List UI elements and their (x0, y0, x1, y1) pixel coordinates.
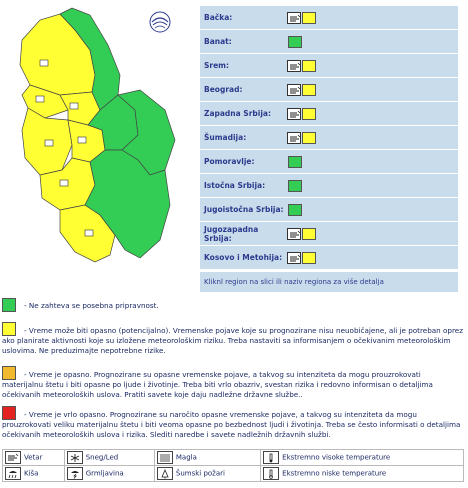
region-row[interactable] (200, 54, 458, 77)
phenomenon-label: Grmljavina (85, 469, 124, 478)
region-row[interactable] (200, 246, 458, 269)
region-name[interactable]: Pomoravlje: (200, 150, 285, 173)
low-temperature-icon (263, 467, 279, 480)
warning-level-yellow (302, 132, 316, 144)
fog-icon (157, 451, 173, 464)
region-name[interactable]: Srem: (200, 54, 285, 77)
forest-fire-icon (157, 467, 173, 480)
wind-icon (5, 451, 21, 464)
phenomena-row (3, 466, 464, 482)
region-row[interactable] (200, 78, 458, 101)
region-warning-cell (285, 126, 458, 149)
warning-level-yellow (302, 108, 316, 120)
legend-orange-text: - Vreme je opasno. Prognozirane su opasne vremenske pojave, a takvog su intenziteta da mogu prouzrokovati materijalnu štetu i biti opasne po ljude i životinje. Treba biti vrlo obazriv, svestan rizika i redovno informisan o detaljima očekivanih meteoroloških uslova. Pratiti savete koje daju nadležne državne službe.. (2, 370, 433, 399)
phenomenon-label: Kiša (24, 469, 39, 478)
warning-level-yellow (302, 228, 316, 240)
region-name[interactable]: Šumadija: (200, 126, 285, 149)
phenomenon-cell (154, 466, 260, 482)
warning-level-green (288, 180, 302, 192)
region-warning-cell (285, 30, 458, 53)
wind-icon (287, 228, 301, 240)
region-footer-hint: Kliknl region na slici ili naziv regiona za više detalja (200, 272, 458, 292)
phenomenon-label: Sneg/Led (85, 453, 119, 462)
phenomenon-cell (64, 466, 154, 482)
region-name[interactable]: Bačka: (200, 6, 285, 29)
warning-level-yellow (302, 84, 316, 96)
region-warning-cell (285, 198, 458, 221)
region-table (200, 5, 458, 270)
region-warning-cell (285, 174, 458, 197)
legend-red-text: - Vreme je vrlo opasno. Prognozirane su naročito opasne vremenske pojave, a takvog su intenziteta da mogu prouzrokovati veliku materijalnu štetu i biti veoma opasne po bezbednost ljudi i životinja. Treba se često informisati o detaljima očekivanih meteoroloških uslova i rizika. Slediti naredbe i savete nadležnih državnih službi. (2, 410, 461, 439)
wind-icon (287, 132, 301, 144)
phenomenon-cell (154, 450, 260, 466)
region-row[interactable] (200, 6, 458, 29)
region-name[interactable]: Kosovo i Metohija: (200, 246, 285, 269)
warning-level-yellow (302, 12, 316, 24)
phenomenon-cell (3, 450, 65, 466)
wind-icon (287, 108, 301, 120)
region-name[interactable]: Zapadna Srbija: (200, 102, 285, 125)
region-row[interactable] (200, 198, 458, 221)
phenomenon-label: Ekstremno niske temperature (282, 469, 387, 478)
rhmz-logo (150, 12, 170, 32)
phenomenon-cell (261, 466, 464, 482)
region-warning-cell (285, 54, 458, 77)
warning-level-green (288, 156, 302, 168)
serbia-region-map (0, 0, 200, 288)
phenomenon-cell (261, 450, 464, 466)
region-warning-cell (285, 78, 458, 101)
region-name[interactable]: Banat: (200, 30, 285, 53)
warning-level-green (288, 204, 302, 216)
warning-level-green (288, 36, 302, 48)
warning-level-yellow (302, 60, 316, 72)
region-row[interactable] (200, 222, 458, 245)
snow-ice-icon (67, 451, 83, 464)
phenomenon-cell (64, 450, 154, 466)
phenomenon-label: Ekstremno visoke temperature (282, 453, 391, 462)
region-warning-cell (285, 246, 458, 269)
region-row[interactable] (200, 126, 458, 149)
region-warning-cell (285, 150, 458, 173)
phenomenon-label: Vetar (24, 453, 43, 462)
wind-icon (287, 60, 301, 72)
legend-yellow-text: - Vreme može biti opasno (potencijalno). Vremenske pojave koje su prognozirane nisu neuobičajene, ali je potreban oprez ako planirate aktivnosti koje su izložene meteorološkim riziku. Treba nastaviti sa informisanjem o očekivanim meteorološkim uslovima. Ne preduzimajte nepotrebne rizike. (2, 326, 463, 355)
region-row[interactable] (200, 150, 458, 173)
region-row[interactable] (200, 174, 458, 197)
rain-icon (5, 467, 21, 480)
warning-level-yellow (302, 252, 316, 264)
phenomena-legend-table (2, 449, 464, 482)
region-name[interactable]: Jugoistočna Srbija: (200, 198, 285, 221)
region-warning-cell (285, 6, 458, 29)
wind-icon (287, 12, 301, 24)
region-name[interactable]: Beograd: (200, 78, 285, 101)
wind-icon (287, 252, 301, 264)
phenomenon-label: Magla (175, 453, 197, 462)
phenomenon-label: Šumski požari (175, 469, 225, 478)
region-name[interactable]: Istočna Srbija: (200, 174, 285, 197)
region-warning-cell (285, 222, 458, 245)
region-row[interactable] (200, 102, 458, 125)
region-warning-cell (285, 102, 458, 125)
legend-green-text: - Ne zahteva se posebna pripravnost. (24, 301, 159, 310)
high-temperature-icon (263, 451, 279, 464)
phenomena-row (3, 450, 464, 466)
wind-icon (287, 84, 301, 96)
region-row[interactable] (200, 30, 458, 53)
phenomenon-cell (3, 466, 65, 482)
region-name[interactable]: Jugozapadna Srbija: (200, 222, 285, 245)
thunderstorm-icon (67, 467, 83, 480)
